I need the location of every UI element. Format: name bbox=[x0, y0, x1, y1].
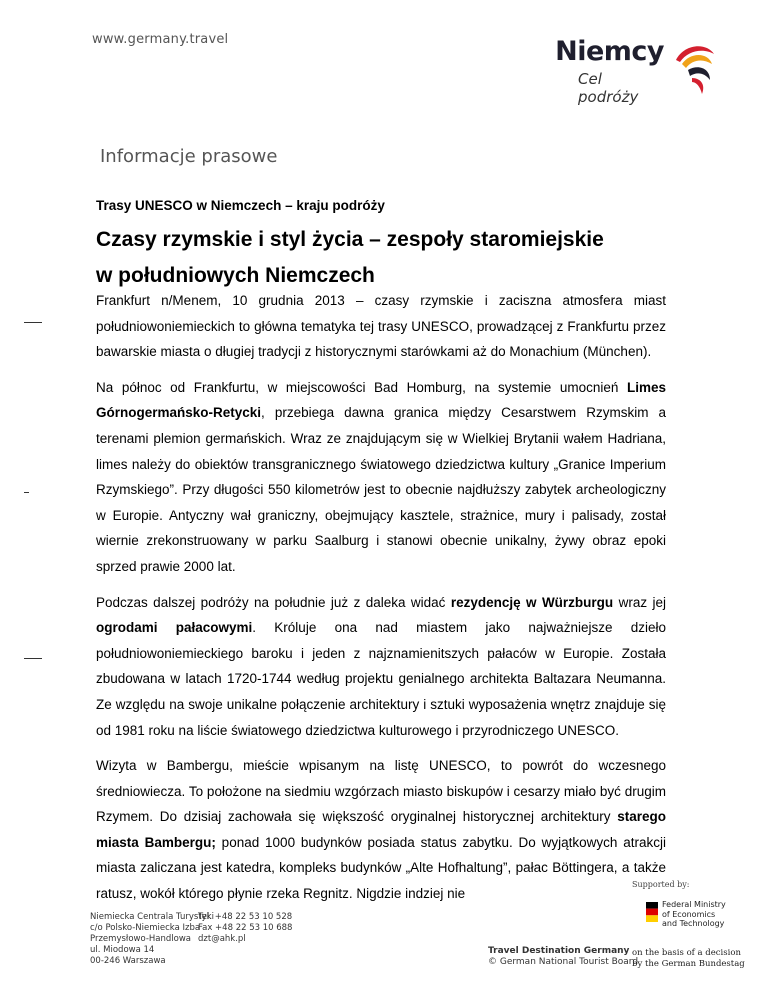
margin-mark bbox=[24, 322, 42, 323]
supported-by-label: Supported by: bbox=[632, 880, 690, 889]
margin-mark bbox=[24, 492, 29, 493]
footer-contact bbox=[198, 912, 292, 945]
headline-line-1: Czasy rzymskie i styl życia – zespoły staromiejskie bbox=[96, 228, 604, 251]
ministry-name: Federal Ministry of Economics and Technology bbox=[662, 900, 726, 928]
limes-highlight: Limes Górnogermańsko-Retycki bbox=[96, 379, 666, 421]
section-label: Informacje prasowe bbox=[100, 146, 278, 167]
website-url[interactable]: www.germany.travel bbox=[92, 32, 229, 47]
fax: Fax +48 22 53 10 688 bbox=[198, 923, 293, 933]
paragraph: Na północ od Frankfurtu, w miejscowości Bad Homburg, na systemie umocnień Limes Górnogermańsko-Retycki, przebiega dawna granica między Cesarstwem Rzymskim a terenami plemion germańskich. Wraz ze znajdującym się w Wielkiej Brytanii wałem Hadriana, limes należy do obiektów transgranicznego światowego dziedzictwa kultury „Granice Imperium Rzymskiego”. Przy długości 550 kilometrów jest to obecnie najdłuższy zabytek archeologiczny w Europie. Antyczny wał graniczny, obejmujący kasztele, strażnice, mury i palisady, został wiernie zrekonstruowany w parku Saalburg i stanowi obecnie unikalny, żywy obraz epoki sprzed prawie 2000 lat. bbox=[96, 379, 666, 574]
logo-swirl-icon bbox=[668, 38, 718, 98]
phone: Tel. +48 22 53 10 528 bbox=[198, 912, 293, 922]
tdg-credit: Travel Destination Germany © German National Tourist Board bbox=[488, 946, 639, 967]
press-subtitle: Trasy UNESCO w Niemczech – kraju podróży bbox=[96, 198, 385, 213]
footer-address: Niemiecka Centrala Turystyki c/o Polsko-Niemiecka Izba Przemysłowo-Handlowa ul. Miodowa 14 00-246 Warszawa bbox=[90, 912, 214, 966]
federal-eagle-icon bbox=[646, 902, 658, 922]
page-title bbox=[96, 222, 676, 294]
gardens-highlight: ogrodami pałacowymi bbox=[96, 620, 253, 636]
margin-mark bbox=[24, 658, 42, 659]
niemcy-logo bbox=[555, 36, 718, 106]
logo-name: Niemcy bbox=[555, 36, 664, 67]
paragraph: Wizyta w Bambergu, mieście wpisanym na listę UNESCO, to powrót do wczesnego średniowiecza. To położone na siedmiu wzgórzach miasto biskupów i cesarzy miało być drugim Rzymem. Do dzisiaj zachowała się większość oryginalnej historycznej architektury starego miasta Bambergu; ponad 1000 budynków posiada status zabytku. Do wyjątkowych atrakcji miasta zaliczana jest katedra, kompleks budynków „Alte Hofhaltung”, pałac Böttingera, a także ratusz, wokół którego płynie rzeka Regnitz. Nigdzie indziej nie bbox=[96, 758, 666, 902]
logo-tagline: Cel podróży bbox=[578, 70, 639, 106]
paragraph: Podczas dalszej podróży na południe już z daleka widać rezydencję w Würzburgu wraz jej ogrodami pałacowymi. Króluje ona nad miastem jako najważniejsze dzieło południowoniemieckiego baroku i jeden z najznamienitszych pałaców w Europie. Została zbudowana w latach 1720-1744 według projektu genialnego architekta Baltazara Neumanna. Ze względu na swoje unikalne połączenie architektury i sztuki wyposażenia wnętrz znajduje się od 1981 roku na liście światowego dziedzictwa kulturowego i przyrodniczego UNESCO. bbox=[96, 594, 667, 738]
headline-line-2: w południowych Niemczech bbox=[96, 264, 375, 287]
bamberg-highlight: starego miasta Bambergu; bbox=[96, 809, 666, 850]
paragraph: Frankfurt n/Menem, 10 grudnia 2013 – czasy rzymskie i zaciszna atmosfera miast południowoniemieckich to główna tematyka tej trasy UNESCO, prowadzącej z Frankfurtu przez bawarskie miasta o długiej tradycji z historycznymi starówkami aż do Monachium (München). bbox=[96, 293, 666, 360]
email-link[interactable]: dzt@ahk.pl bbox=[198, 934, 246, 944]
article-body bbox=[96, 288, 666, 917]
wurzburg-highlight: rezydencję w Würzburgu bbox=[450, 594, 614, 610]
bundestag-basis: on the basis of a decision by the German Bundestag bbox=[632, 948, 745, 969]
